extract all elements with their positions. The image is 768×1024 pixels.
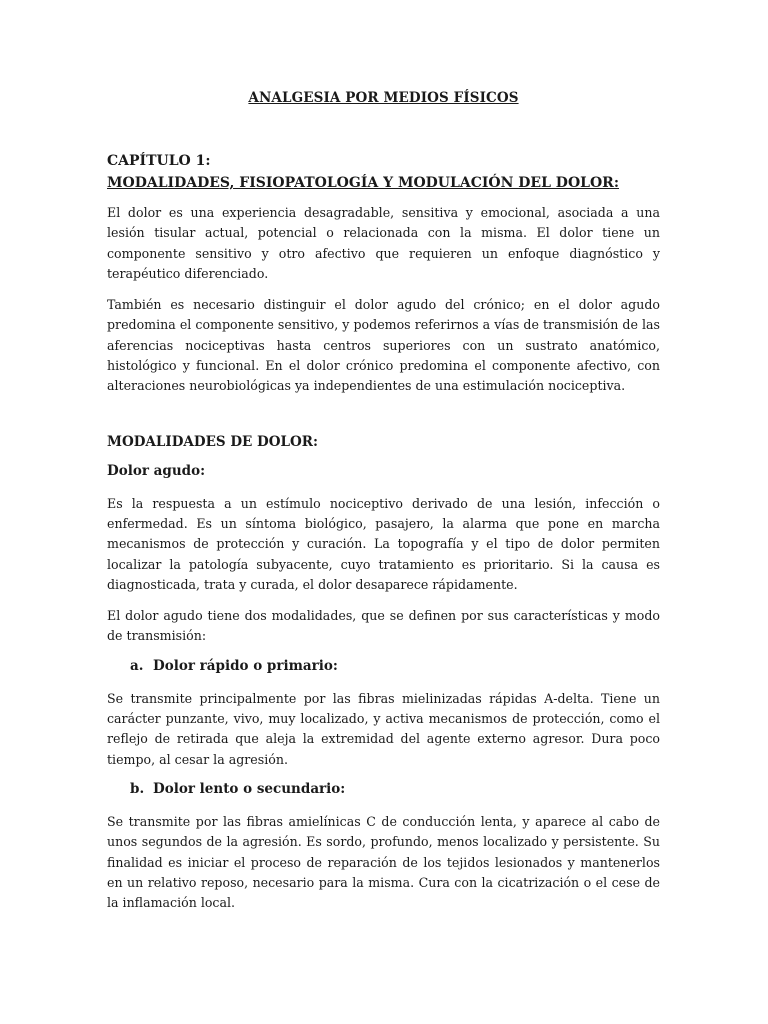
list-item-paragraph: Se transmite principalmente por las fibras mielinizadas rápidas A-delta. Tiene un carácter punzante, vivo, muy localizado, y activa mecanismos de protección, como el reflejo de retirada que aleja la extremidad del agente externo agresor. Dura poco tiempo, al cesar la agresión. <box>107 690 660 767</box>
chapter-number: CAPÍTULO 1: <box>107 153 211 169</box>
section-heading: MODALIDADES DE DOLOR: <box>107 433 318 450</box>
list-marker: a. <box>130 657 144 674</box>
subsection-heading: Dolor agudo: <box>107 462 206 479</box>
body-paragraph: El dolor agudo tiene dos modalidades, que se definen por sus características y modo de transmisión: <box>107 608 660 644</box>
chapter-heading <box>107 150 660 194</box>
list-item-title: Dolor rápido o primario: <box>153 657 338 674</box>
list-item-title: Dolor lento o secundario: <box>153 780 346 797</box>
list-item-heading <box>130 658 660 674</box>
intro-paragraph: También es necesario distinguir el dolor agudo del crónico; en el dolor agudo predomina el componente sensitivo, y podemos referirnos a vías de transmisión de las aferencias nociceptivas hasta centros superiores con un sustrato anatómico, histológico y funcional. En el dolor crónico predomina el componente afectivo, con alteraciones neurobiológicas ya independientes de una estimulación nociceptiva. <box>107 297 660 394</box>
body-paragraph: Es la respuesta a un estímulo nociceptivo derivado de una lesión, infección o enfermedad. Es un síntoma biológico, pasajero, la alarma que pone en marcha mecanismos de protección y curación. La topografía y el tipo de dolor permiten localizar la patología subyacente, cuyo tratamiento es prioritario. Si la causa es diagnosticada, trata y curada, el dolor desaparece rápidamente. <box>107 495 660 592</box>
list-item-heading <box>130 781 660 797</box>
chapter-title: MODALIDADES, FISIOPATOLOGÍA Y MODULACIÓN DEL DOLOR: <box>107 175 619 191</box>
list-marker: b. <box>130 780 145 797</box>
intro-paragraph: El dolor es una experiencia desagradable, sensitiva y emocional, asociada a una lesión tisular actual, potencial o relacionada con la misma. El dolor tiene un componente sensitivo y otro afectivo que requieren un enfoque diagnóstico y terapéutico diferenciado. <box>107 205 660 281</box>
list-item-paragraph: Se transmite por las fibras amielínicas C de conducción lenta, y aparece al cabo de unos segundos de la agresión. Es sordo, profundo, menos localizado y persistente. Su finalidad es iniciar el proceso de reparación de los tejidos lesionados y mantenerlos en un relativo reposo, necesario para la misma. Cura con la cicatrización o el cese de la inflamación local. <box>107 813 660 911</box>
document-title: ANALGESIA POR MEDIOS FÍSICOS <box>248 90 519 106</box>
